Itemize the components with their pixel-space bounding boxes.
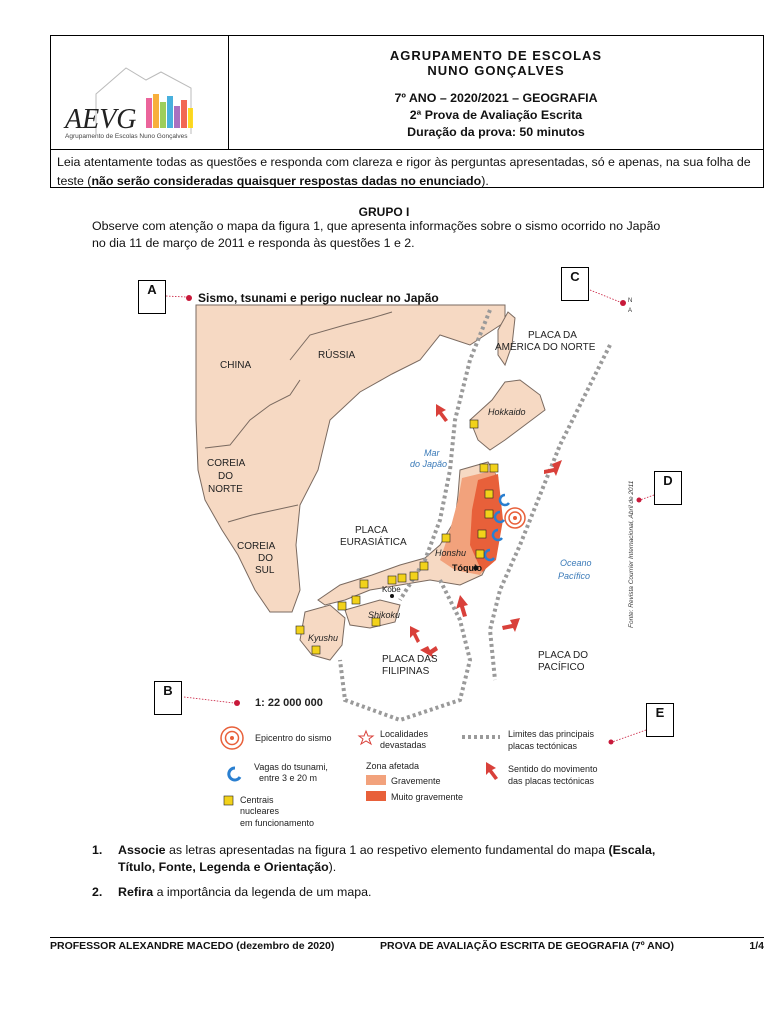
- nuclear-plant-icon: [470, 420, 478, 428]
- plate-movement-legend-icon: [486, 762, 498, 780]
- question-1-line2: Título, Fonte, Legenda e Orientação: [118, 860, 329, 874]
- label-coreia-norte-3: NORTE: [208, 484, 243, 495]
- logo-cell: [51, 36, 229, 149]
- map-title: Sismo, tsunami e perigo nuclear no Japão: [198, 291, 439, 305]
- instructions-bold: não serão consideradas quaisquer respostas dadas no enunciado: [91, 174, 482, 188]
- question-1-end: ).: [328, 860, 337, 874]
- label-oceano-1: Oceano: [560, 558, 592, 568]
- legend-sentido-2: das placas tectónicas: [508, 776, 595, 786]
- label-hokkaido: Hokkaido: [488, 407, 526, 417]
- legend-vagas-1: Vagas do tsunami,: [254, 762, 328, 772]
- legend-vagas-2: entre 3 e 20 m: [259, 773, 318, 783]
- label-oceano-2: Pacífico: [558, 571, 591, 581]
- arrow-icon: [544, 460, 562, 476]
- label-shikoku: Shikoku: [368, 610, 401, 620]
- intro-text: [92, 218, 732, 252]
- map-legend: [221, 727, 598, 828]
- school-logo: [51, 36, 227, 148]
- label-placa-filipinas-2: FILIPINAS: [382, 666, 430, 677]
- arrow-icon: [502, 618, 520, 632]
- label-russia: RÚSSIA: [318, 350, 356, 361]
- nuclear-plant-icon: [398, 574, 406, 582]
- label-coreia-sul-2: DO: [258, 553, 273, 564]
- label-placa-america-2: AMÉRICA DO NORTE: [495, 342, 596, 353]
- map-source: Fonte: Revista Courrier Internacional, Abril de 2011: [628, 480, 635, 628]
- question-1: [92, 842, 692, 876]
- logo-tagline: Agrupamento de Escolas Nuno Gonçalves: [65, 133, 188, 140]
- legend-muito: Muito gravemente: [391, 792, 464, 802]
- legend-limites-1: Limites das principais: [508, 729, 595, 739]
- question-1-bold: (Escala,: [608, 843, 656, 857]
- letter-box-d: D: [654, 471, 682, 505]
- logo-text: AEVG: [65, 104, 137, 135]
- section-title: GRUPO I: [358, 205, 410, 219]
- legend-gravemente: Gravemente: [391, 776, 441, 786]
- letter-box-c: C: [561, 267, 589, 301]
- exam-duration: Duração da prova: 50 minutos: [407, 125, 585, 139]
- label-honshu: Honshu: [435, 548, 467, 558]
- letter-box-e: E: [646, 703, 674, 737]
- instructions: [51, 149, 763, 187]
- north-arrow-icon: [620, 298, 632, 314]
- arrow-icon: [436, 404, 448, 422]
- label-mar-japao-2: do Japão: [410, 459, 448, 469]
- label-placa-pacifico-1: PLACA DO: [538, 650, 589, 661]
- label-placa-eura-1: PLACA: [355, 525, 388, 536]
- footer-author: PROFESSOR ALEXANDRE MACEDO (dezembro de 2020): [50, 940, 335, 952]
- intro-line1: Observe com atenção o mapa da figura 1, que apresenta informações sobre o sismo ocorrido no Japão: [92, 219, 661, 233]
- japan-map-figure: [0, 260, 768, 840]
- footer-exam: PROVA DE AVALIAÇÃO ESCRITA DE GEOGRAFIA (7º ANO): [380, 940, 674, 952]
- question-1-number: 1.: [92, 843, 103, 857]
- label-china: CHINA: [220, 360, 252, 371]
- label-coreia-sul-1: COREIA: [237, 541, 276, 552]
- nuclear-plant-icon: [338, 602, 346, 610]
- nuclear-legend-icon: [224, 796, 233, 805]
- school-name-line2: NUNO GONÇALVES: [427, 63, 565, 78]
- nuclear-plant-icon: [360, 580, 368, 588]
- legend-sentido-1: Sentido do movimento: [508, 764, 598, 774]
- school-name-line1: AGRUPAMENTO DE ESCOLAS: [389, 48, 603, 63]
- nuclear-plant-icon: [442, 534, 450, 542]
- legend-centrais-2: nucleares: [240, 806, 280, 816]
- intro-line2: no dia 11 de março de 2011 e responda às questões 1 e 2.: [92, 236, 415, 250]
- instructions-text: Leia atentamente todas as questões e responda com clareza e rigor às perguntas apresentadas, só e apenas, na sua folha de teste (: [57, 155, 751, 188]
- tsunami-wave-icon: [500, 495, 509, 505]
- label-toquio: Tóquio: [452, 563, 482, 573]
- nuclear-plant-icon: [296, 626, 304, 634]
- label-coreia-norte-1: COREIA: [207, 458, 246, 469]
- instructions-end: ).: [481, 174, 489, 188]
- label-placa-filipinas-1: PLACA DAS: [382, 654, 438, 665]
- letter-box-a: A: [138, 280, 166, 314]
- header-table: [50, 35, 764, 188]
- legend-muito-swatch: [366, 791, 386, 801]
- nuclear-plant-icon: [312, 646, 320, 654]
- label-mar-japao-1: Mar: [424, 448, 440, 458]
- label-coreia-norte-2: DO: [218, 471, 233, 482]
- nuclear-plant-icon: [420, 562, 428, 570]
- label-coreia-sul-3: SUL: [255, 565, 275, 576]
- question-2-text: a importância da legenda de um mapa.: [153, 885, 372, 899]
- nuclear-plant-icon: [352, 596, 360, 604]
- epicentre-legend-icon: [221, 727, 243, 749]
- letter-box-b: B: [154, 681, 182, 715]
- question-2: [92, 884, 692, 901]
- nuclear-plant-icon: [478, 530, 486, 538]
- exam-title: 2ª Prova de Avaliação Escrita: [409, 108, 583, 122]
- page-number: 1/4: [749, 940, 764, 952]
- nuclear-plant-icon: [388, 576, 396, 584]
- title-cell: [229, 36, 763, 149]
- label-placa-america-1: PLACA DA: [528, 330, 577, 341]
- legend-limites-2: placas tectónicas: [508, 741, 578, 751]
- label-kyushu: Kyushu: [308, 633, 339, 643]
- legend-centrais-1: Centrais: [240, 795, 274, 805]
- question-2-verb: Refira: [118, 885, 154, 899]
- footer-rule: [50, 937, 764, 938]
- legend-zona: Zona afetada: [366, 761, 420, 771]
- legend-epicentro: Epicentro do sismo: [255, 733, 332, 743]
- question-2-number: 2.: [92, 885, 103, 899]
- nuclear-plant-icon: [476, 550, 484, 558]
- nuclear-plant-icon: [410, 572, 418, 580]
- epicentre-marker: [505, 508, 525, 528]
- tsunami-legend-icon: [229, 768, 240, 780]
- legend-centrais-3: em funcionamento: [240, 818, 315, 828]
- arrow-icon: [410, 626, 420, 643]
- map-scale: 1: 22 000 000: [255, 697, 323, 709]
- legend-grave-swatch: [366, 775, 386, 785]
- label-placa-pacifico-2: PACÍFICO: [538, 662, 585, 673]
- nuclear-plant-icon: [480, 464, 488, 472]
- label-placa-eura-2: EURASIÁTICA: [340, 537, 407, 548]
- legend-localidades-1: Localidades: [380, 729, 429, 739]
- exam-year: 7º ANO – 2020/2021 – GEOGRAFIA: [394, 91, 598, 105]
- legend-localidades-2: devastadas: [380, 740, 427, 750]
- question-1-text: as letras apresentadas na figura 1 ao respetivo elemento fundamental do mapa: [165, 843, 609, 857]
- north-letter: N: [628, 298, 633, 304]
- nuclear-plant-icon: [490, 464, 498, 472]
- nuclear-plant-icon: [485, 510, 493, 518]
- label-kobe: Kobe: [382, 585, 401, 594]
- north-letter-a: A: [628, 308, 633, 314]
- question-1-verb: Associe: [118, 843, 166, 857]
- star-legend-icon: [359, 731, 373, 744]
- nuclear-plant-icon: [485, 490, 493, 498]
